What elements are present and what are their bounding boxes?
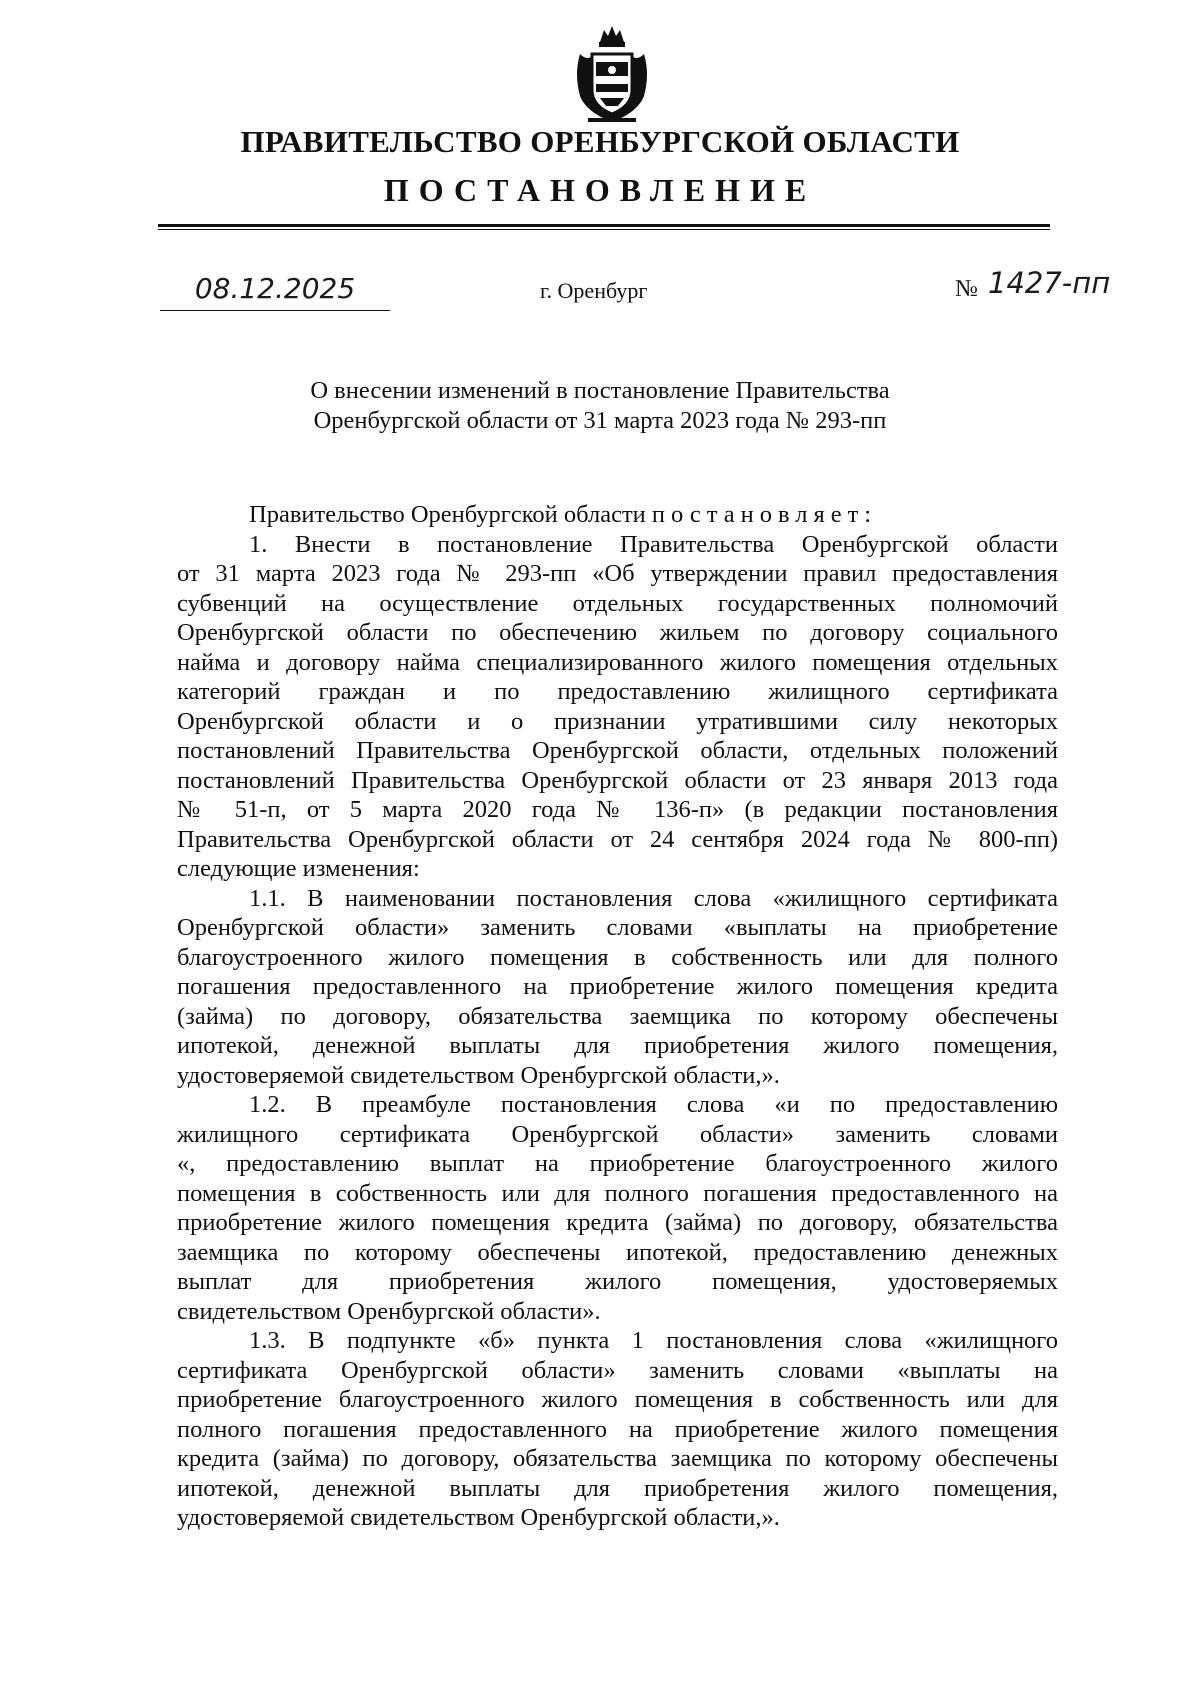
body-line: Оренбургской области» заменить словами «выплаты на приобретение (177, 914, 1058, 941)
body-line: приобретение жилого помещения кредита (займа) по договору, обязательства (177, 1209, 1058, 1236)
body-line: ипотекой, денежной выплаты для приобретения жилого помещения, (177, 1474, 1058, 1502)
document-number: 1427-пп (988, 266, 1111, 300)
body-line: Оренбургской области по обеспечению жильем по договору социального (177, 619, 1058, 646)
intro-resolves: постановляет: (651, 501, 878, 528)
body-line: выплат для приобретения жилого помещения, удостоверяемых (177, 1268, 1058, 1295)
body-line: № 51-п, от 5 марта 2020 года № 136-п» (в редакции постановления (177, 796, 1058, 823)
body-line: помещения в собственность или для полного погашения предоставленного на (177, 1179, 1058, 1207)
body-line: удостоверяемой свидетельством Оренбургской области,». (177, 1061, 780, 1089)
body-line: от 31 марта 2023 года № 293-пп «Об утверждении правил предоставления (177, 560, 1058, 587)
body-line: субвенций на осуществление отдельных государственных полномочий (177, 589, 1058, 617)
body-line: 1.1. В наименовании постановления слова «жилищного сертификата (249, 884, 1058, 912)
body-line: 1. Внести в постановление Правительства Оренбургской области (249, 530, 1058, 558)
document-subject (200, 376, 1000, 436)
body-line: заемщика по которому обеспечены ипотекой, предоставлению денежных (177, 1238, 1058, 1266)
body-line: постановлений Правительства Оренбургской области, отдельных положений (177, 737, 1058, 764)
body-line: (займа) по договору, обязательства заемщика по которому обеспечены (177, 1002, 1058, 1030)
header-divider-thick (158, 224, 1050, 227)
document-body (177, 500, 1058, 1533)
document-type: ПОСТАНОВЛЕНИЕ (383, 172, 817, 208)
body-line: категорий граждан и по предоставлению жилищного сертификата (177, 678, 1058, 705)
body-line: жилищного сертификата Оренбургской области» заменить словами (177, 1120, 1058, 1148)
subject-line: О внесении изменений в постановление Правительства (310, 377, 890, 404)
body-line: погашения предоставленного на приобретение жилого помещения кредита (177, 973, 1058, 1000)
body-line: 1.2. В преамбуле постановления слова «и по предоставлению (249, 1091, 1058, 1118)
intro-text: Правительство Оренбургской области (249, 501, 652, 528)
organization-title: ПРАВИТЕЛЬСТВО ОРЕНБУРГСКОЙ ОБЛАСТИ (240, 124, 960, 159)
document-date: 08.12.2025 (194, 272, 356, 305)
body-line: удостоверяемой свидетельством Оренбургской области,». (177, 1504, 780, 1531)
body-line: 1.3. В подпункте «б» пункта 1 постановления слова «жилищного (249, 1327, 1058, 1354)
body-line: свидетельством Оренбургской области». (177, 1297, 601, 1325)
header-divider-thin (158, 229, 1050, 230)
body-line: Правительства Оренбургской области от 24 сентября 2024 года № 800-пп) (177, 825, 1058, 853)
document-city: г. Оренбург (540, 278, 648, 303)
coat-of-arms-emblem (570, 24, 654, 126)
body-line: ипотекой, денежной выплаты для приобретения жилого помещения, (177, 1032, 1058, 1059)
body-intro (177, 500, 1058, 530)
body-line: следующие изменения: (177, 855, 420, 882)
body-line: полного погашения предоставленного на приобретение жилого помещения (177, 1415, 1058, 1443)
body-line: приобретение благоустроенного жилого помещения в собственность или для (177, 1386, 1058, 1413)
body-line: найма и договору найма специализированного жилого помещения отдельных (177, 648, 1058, 676)
body-line: благоустроенного жилого помещения в собственность или для полного (177, 943, 1058, 971)
subject-line: Оренбургской области от 31 марта 2023 года № 293-пп (313, 407, 887, 434)
date-underline (160, 310, 390, 311)
document-number-label: № (955, 276, 978, 302)
body-line: «, предоставлению выплат на приобретение благоустроенного жилого (177, 1150, 1058, 1177)
body-line: сертификата Оренбургской области» заменить словами «выплаты на (177, 1356, 1058, 1384)
body-line: постановлений Правительства Оренбургской области от 23 января 2013 года (177, 766, 1058, 794)
body-line: Оренбургской области и о признании утратившими силу некоторых (177, 707, 1058, 735)
body-line: кредита (займа) по договору, обязательства заемщика по которому обеспечены (177, 1445, 1058, 1472)
